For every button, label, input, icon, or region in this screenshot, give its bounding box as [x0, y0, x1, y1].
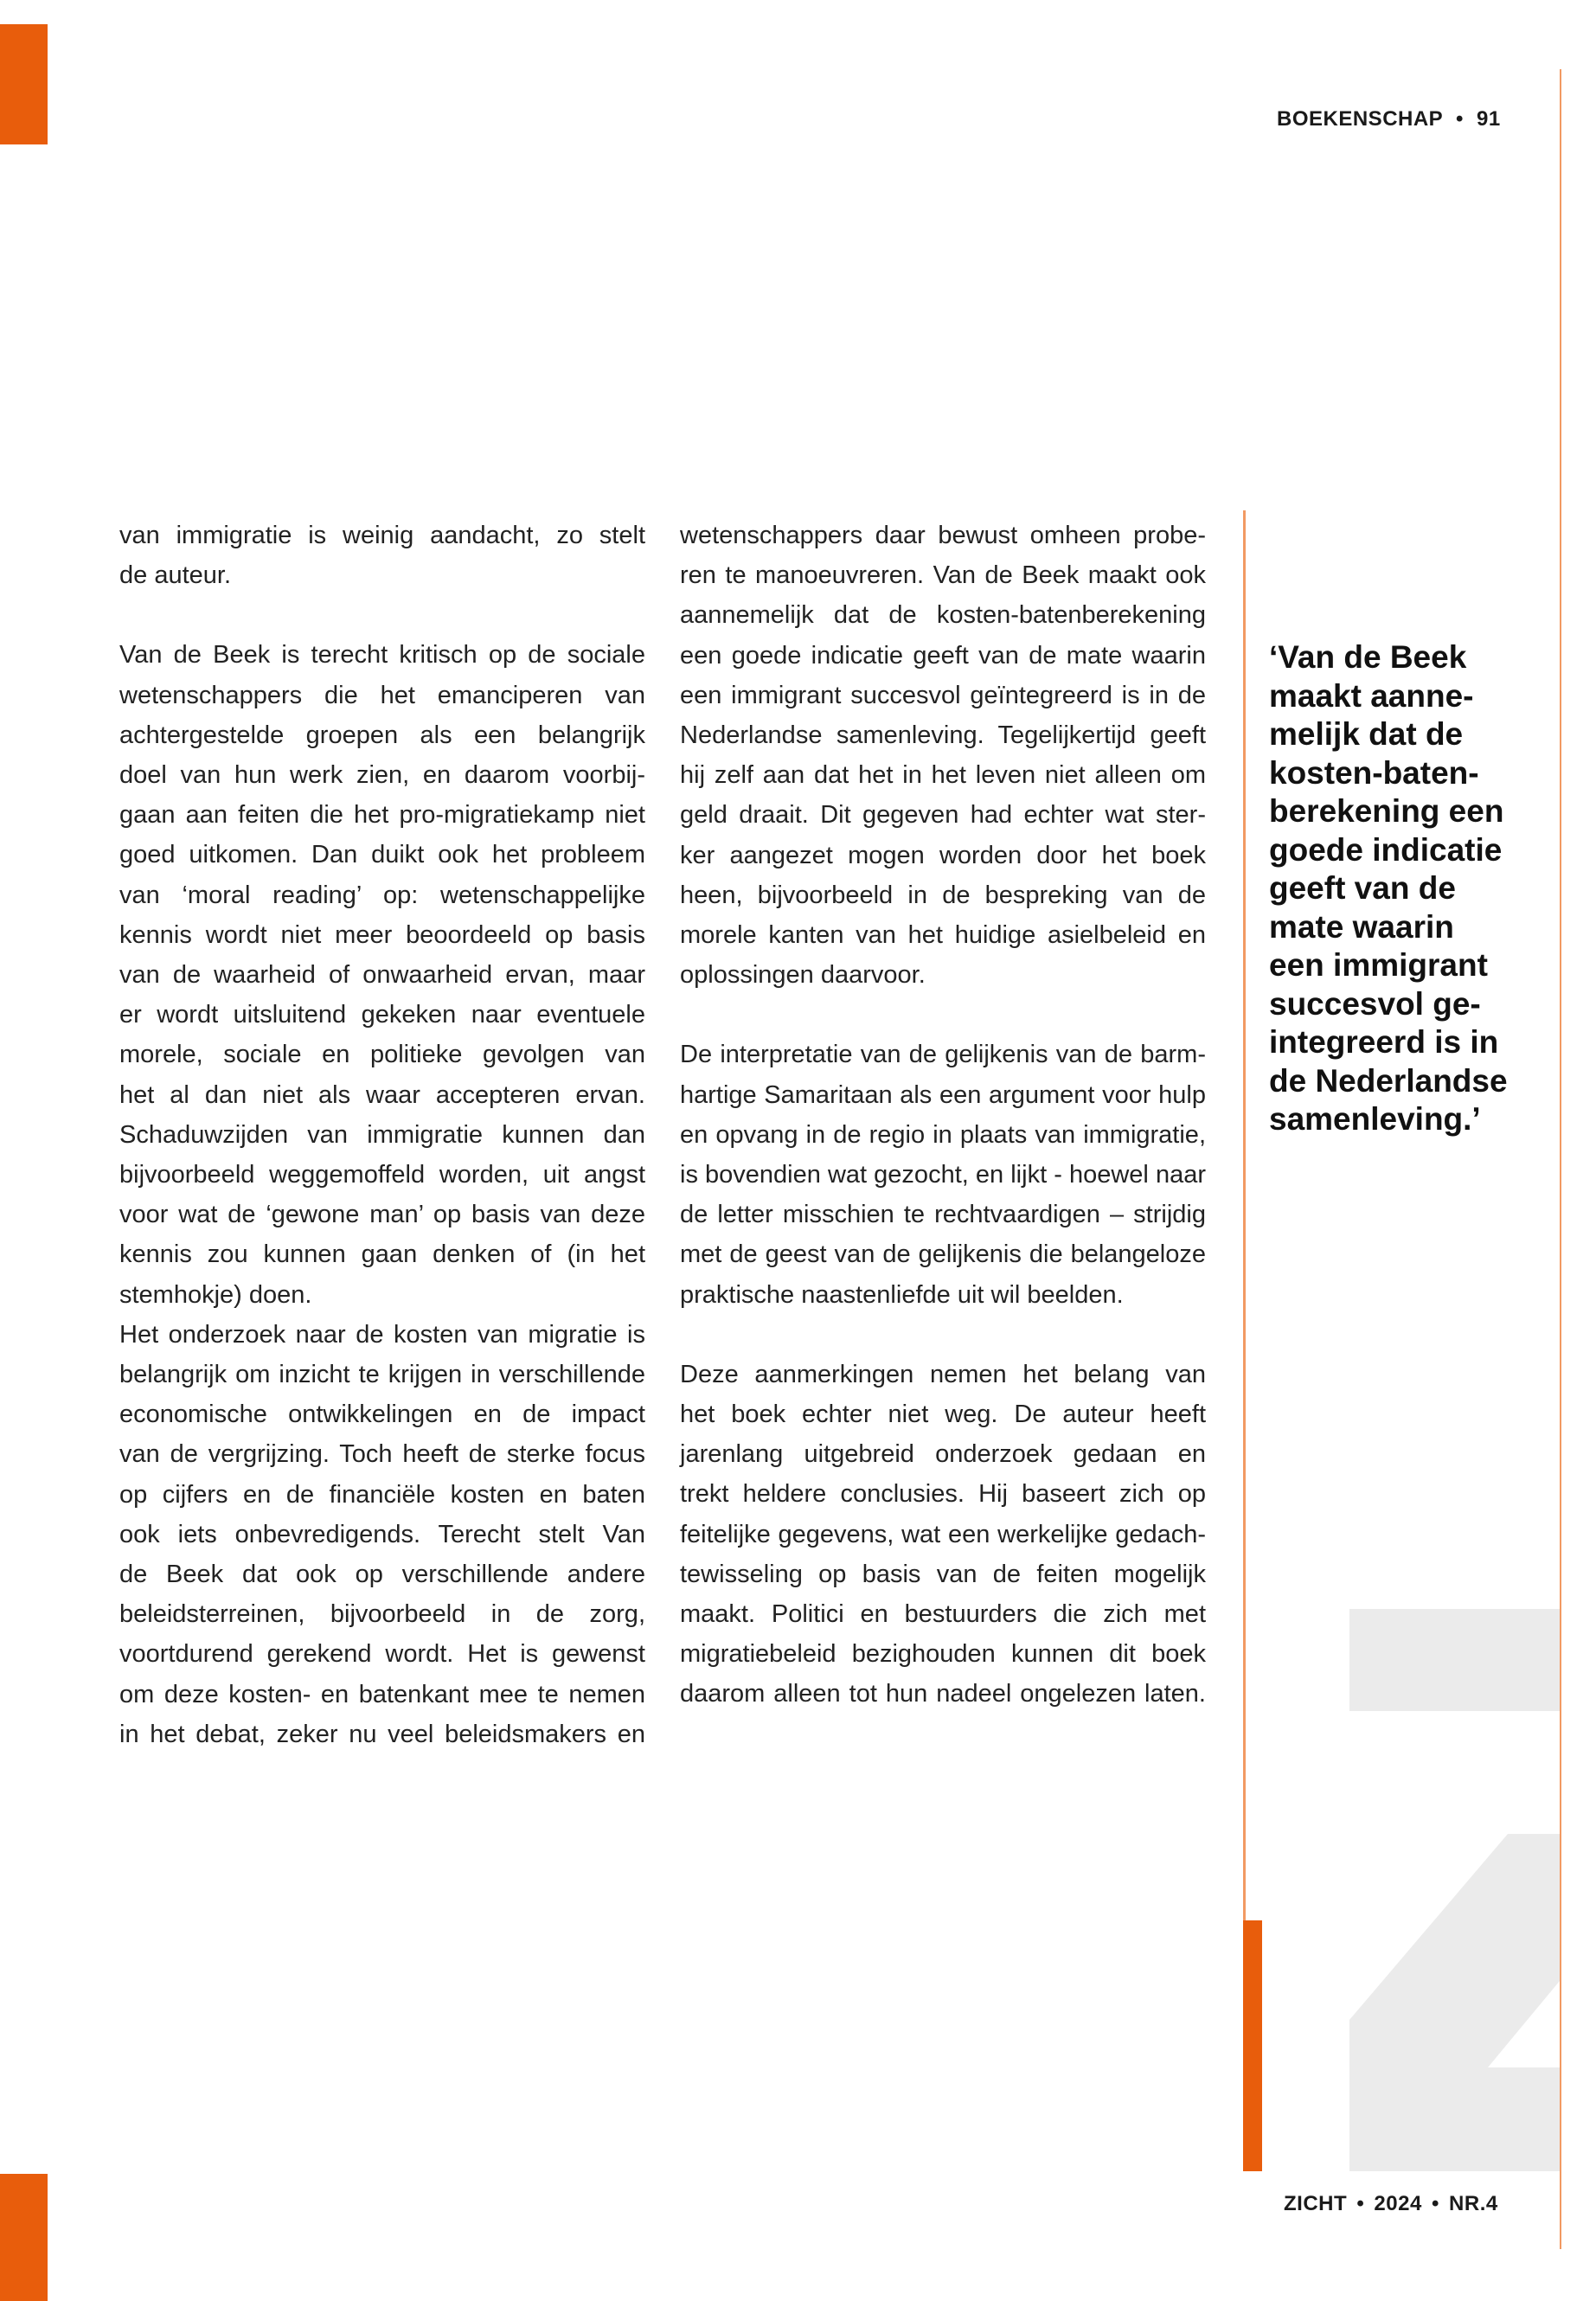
text-line: heen, bijvoorbeeld in de bespreking van de [680, 881, 1206, 909]
pull-quote-line: maakt aanne- [1269, 677, 1474, 714]
text-line: van de waarheid of onwaarheid ervan, maar [119, 961, 645, 990]
text-line: migratiebeleid bezighouden kunnen dit boek [680, 1640, 1206, 1669]
text-line: aannemelijk dat de kosten-batenberekening [680, 601, 1206, 630]
text-line: hij zelf aan dat het in het leven niet alleen om [680, 761, 1206, 790]
publication-name: ZICHT [1284, 2192, 1348, 2215]
issue-number: NR.4 [1449, 2192, 1498, 2215]
text-line: Nederlandse samenleving. Tegelijkertijd geeft [680, 721, 1206, 750]
text-line: De interpretatie van de gelijkenis van de barm- [680, 1041, 1206, 1069]
text-line: geld draait. Dit gegeven had echter wat ster- [680, 801, 1206, 830]
text-line: morele kanten van het huidige asielbeleid en [680, 921, 1206, 950]
paragraph-gap [680, 1315, 1206, 1355]
text-line: morele, sociale en politieke gevolgen van [119, 1041, 645, 1069]
top-left-accent-bar [0, 24, 48, 144]
text-line: de letter misschien te rechtvaardigen – strijdig [680, 1201, 1206, 1229]
text-line: en opvang in de regio in plaats van immigratie, [680, 1120, 1206, 1149]
text-line: een goede indicatie geeft van de mate waarin [680, 641, 1206, 670]
pull-quote-line: samenleving.’ [1269, 1101, 1481, 1137]
text-line: ook iets onbevredigends. Terecht stelt Van [119, 1520, 645, 1548]
text-line: bijvoorbeeld weggemoffeld worden, uit angst [119, 1161, 645, 1189]
header-separator: • [1455, 107, 1464, 131]
pull-quote-line: ‘Van de Beek [1269, 639, 1467, 675]
text-line: een immigrant succesvol geïntegreerd is in de [680, 681, 1206, 709]
text-line: de auteur. [119, 561, 231, 590]
text-line: voortdurend gerekend wordt. Het is gewenst [119, 1640, 645, 1669]
text-line: om deze kosten- en batenkant mee te nemen [119, 1680, 645, 1708]
z-logo-watermark-top [1349, 1609, 1560, 1711]
right-margin-rule [1560, 69, 1561, 2249]
footer-separator: • [1431, 2192, 1439, 2215]
paragraph-gap [680, 995, 1206, 1035]
pull-quote-line: kosten-baten- [1269, 754, 1479, 791]
pull-quote-line: goede indicatie [1269, 831, 1503, 868]
text-line: achtergestelde groepen als een belangrijk [119, 721, 645, 749]
text-line: van immigratie is weinig aandacht, zo stelt [119, 522, 645, 549]
text-line: economische ontwikkelingen en de impact [119, 1400, 645, 1429]
text-line: oplossingen daarvoor. [680, 961, 926, 990]
article-column-right [680, 516, 1206, 1715]
text-line: tewisseling op basis van de feiten mogelijk [680, 1560, 1206, 1588]
pull-quote-rule [1243, 510, 1246, 1920]
text-line: jarenlang uitgebreid onderzoek gedaan en [680, 1440, 1206, 1469]
text-line: wetenschappers daar bewust omheen probe- [680, 522, 1206, 549]
z-logo-watermark-diagonal [1349, 1834, 1560, 2171]
text-line: stemhokje) doen. [119, 1280, 312, 1309]
text-line: Schaduwzijden van immigratie kunnen dan [119, 1120, 645, 1149]
text-line: gaan aan feiten die het pro-migratiekamp niet [119, 801, 645, 830]
text-line: het boek echter niet weg. De auteur heeft [680, 1400, 1206, 1429]
text-line: van ‘moral reading’ op: wetenschappelijke [119, 881, 645, 909]
pull-quote-line: succesvol ge- [1269, 985, 1481, 1022]
pull-quote-accent-bar [1243, 1920, 1262, 2171]
text-line: daarom alleen tot hun nadeel ongelezen laten. [680, 1680, 1206, 1708]
pull-quote [1269, 638, 1529, 1139]
text-line: de Beek dat ook op verschillende andere [119, 1561, 645, 1589]
text-line: feitelijke gegevens, wat een werkelijke gedach- [680, 1520, 1206, 1548]
text-line: ker aangezet mogen worden door het boek [680, 841, 1206, 869]
text-line: van de vergrijzing. Toch heeft de sterke focus [119, 1440, 645, 1469]
pull-quote-line: geeft van de [1269, 870, 1456, 906]
text-line: voor wat de ‘gewone man’ op basis van deze [119, 1201, 645, 1229]
text-line: trekt heldere conclusies. Hij baseert zich op [680, 1480, 1206, 1509]
paragraph-gap [119, 595, 645, 635]
text-line: wetenschappers die het emanciperen van [119, 681, 645, 709]
text-line: met de geest van de gelijkenis die belangeloze [680, 1240, 1206, 1269]
page-number: 91 [1477, 107, 1501, 131]
page-header [1277, 107, 1501, 131]
text-line: Het onderzoek naar de kosten van migratie is [119, 1320, 645, 1349]
text-line: hartige Samaritaan als een argument voor hulp [680, 1080, 1206, 1109]
text-line: op cijfers en de financiële kosten en baten [119, 1480, 645, 1509]
text-line: er wordt uitsluitend gekeken naar eventuele [119, 1001, 645, 1029]
publication-year: 2024 [1374, 2192, 1422, 2215]
text-line: goed uitkomen. Dan duikt ook het probleem [119, 841, 645, 869]
section-name: BOEKENSCHAP [1277, 107, 1443, 131]
article-column-left [119, 516, 645, 1754]
text-line: maakt. Politici en bestuurders die zich met [680, 1600, 1206, 1629]
text-line: het al dan niet als waar accepteren ervan. [119, 1080, 645, 1109]
footer-separator: • [1356, 2192, 1365, 2215]
pull-quote-line: berekening een [1269, 793, 1504, 829]
text-line: belangrijk om inzicht te krijgen in verschillende [119, 1361, 645, 1389]
pull-quote-line: melijk dat de [1269, 716, 1464, 752]
pull-quote-line: een immigrant [1269, 947, 1488, 983]
pull-quote-line: integreerd is in [1269, 1024, 1499, 1060]
text-line: kennis wordt niet meer beoordeeld op basis [119, 920, 645, 949]
text-line: in het debat, zeker nu veel beleidsmakers en [119, 1720, 645, 1748]
text-line: doel van hun werk zien, en daarom voorbij- [119, 761, 645, 790]
pull-quote-line: mate waarin [1269, 908, 1454, 945]
page-footer [1284, 2192, 1498, 2216]
text-line: kennis zou kunnen gaan denken of (in het [119, 1240, 645, 1269]
text-line: praktische naastenliefde uit wil beelden. [680, 1280, 1124, 1309]
text-line: Van de Beek is terecht kritisch op de sociale [119, 641, 645, 670]
pull-quote-line: de Nederlandse [1269, 1062, 1508, 1099]
text-line: is bovendien wat gezocht, en lijkt - hoewel naar [680, 1161, 1206, 1189]
text-line: ren te manoeuvreren. Van de Beek maakt ook [680, 561, 1206, 590]
text-line: beleidsterreinen, bijvoorbeeld in de zorg, [119, 1600, 645, 1629]
bottom-left-accent-bar [0, 2174, 48, 2301]
text-line: Deze aanmerkingen nemen het belang van [680, 1360, 1206, 1388]
